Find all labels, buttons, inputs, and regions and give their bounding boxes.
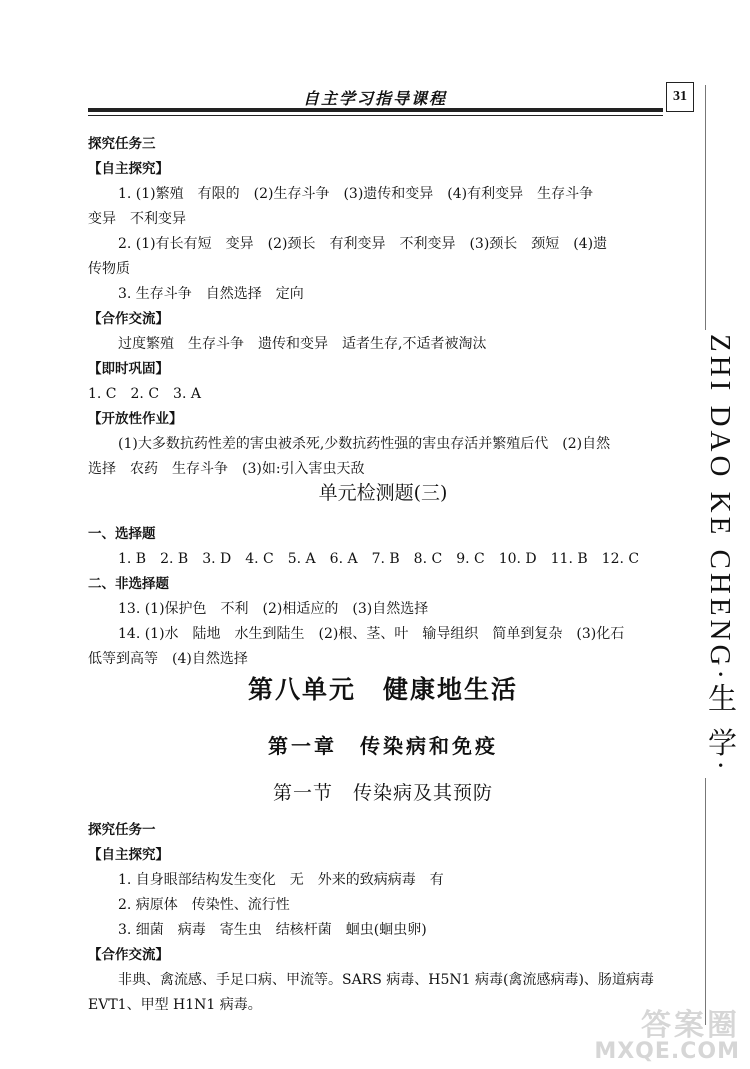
- chapter-title: 第一章 传染病和免疫: [268, 734, 498, 758]
- answer-line: 3. 生存斗争 自然选择 定向: [118, 286, 304, 302]
- answer-line: 变异 不利变异: [88, 211, 186, 227]
- answer-line: 1. C 2. C 3. A: [88, 386, 201, 402]
- watermark-url: MXQE.COM: [594, 1039, 740, 1064]
- choice-heading: 一、选择题: [88, 526, 156, 542]
- coop-heading: 【合作交流】: [88, 947, 169, 963]
- answer-line: 13. (1)保护色 不利 (2)相适应的 (3)自然选择: [118, 601, 429, 617]
- watermark: [594, 1008, 740, 1064]
- answer-line: 3. 细菌 病毒 寄生虫 结核杆菌 蛔虫(蛔虫卵): [118, 922, 427, 938]
- consolidate-heading: 【即时巩固】: [88, 361, 169, 377]
- open-homework-heading: 【开放性作业】: [88, 411, 183, 427]
- answer-line: 过度繁殖 生存斗争 遗传和变异 适者生存,不适者被淘汰: [118, 336, 487, 352]
- self-explore-heading: 【自主探究】: [88, 847, 169, 863]
- answer-line: 1. (1)繁殖 有限的 (2)生存斗争 (3)遗传和变异 (4)有利变异 生存斗争: [118, 186, 594, 202]
- answer-line: EVT1、甲型 H1N1 病毒。: [88, 997, 262, 1013]
- section-title: 第一节 传染病及其预防: [272, 782, 493, 804]
- section-explore-task-1: [88, 818, 678, 1018]
- unit-title: 第八单元 健康地生活: [247, 675, 518, 704]
- task-title: 探究任务三: [88, 136, 156, 152]
- section-explore-task-3: [88, 132, 678, 482]
- header-rule: [88, 108, 663, 112]
- task-title: 探究任务一: [88, 822, 156, 838]
- header-rule-thin: [88, 115, 663, 116]
- answer-line: (1)大多数抗药性差的害虫被杀死,少数抗药性强的害虫存活并繁殖后代 (2)自然: [118, 436, 611, 452]
- answer-line: 2. (1)有长有短 变异 (2)颈长 有利变异 不利变异 (3)颈长 颈短 (4)遗: [118, 236, 608, 252]
- coop-heading: 【合作交流】: [88, 311, 169, 327]
- answer-line: 传物质: [88, 261, 130, 277]
- answer-line: 2. 病原体 传染性、流行性: [118, 897, 290, 913]
- unit-test-answers: [88, 522, 678, 672]
- answer-line: 14. (1)水 陆地 水生到陆生 (2)根、茎、叶 输导组织 简单到复杂 (3)化石: [118, 626, 625, 642]
- nonchoice-heading: 二、非选择题: [88, 576, 169, 592]
- header-title: 自主学习指导课程: [302, 89, 447, 108]
- answer-line: 低等到高等 (4)自然选择: [88, 651, 248, 667]
- answer-line: 非典、禽流感、手足口病、甲流等。SARS 病毒、H5N1 病毒(禽流感病毒)、肠道病毒: [118, 972, 654, 988]
- watermark-line: 答案圈: [641, 1008, 740, 1043]
- unit-test-title: 单元检测题(三): [318, 482, 448, 504]
- self-explore-heading: 【自主探究】: [88, 161, 169, 177]
- answer-line: 1. B 2. B 3. D 4. C 5. A 6. A 7. B 8. C 9. C 10. D 11. B 12. C: [118, 551, 640, 567]
- answer-line: 1. 自身眼部结构发生变化 无 外来的致病病毒 有: [118, 872, 444, 888]
- answer-line: 选择 农药 生存斗争 (3)如:引入害虫天敌: [88, 461, 365, 477]
- side-text: ZHI DAO KE CHENG·生 学·: [700, 330, 741, 778]
- page-number: 31: [666, 82, 694, 112]
